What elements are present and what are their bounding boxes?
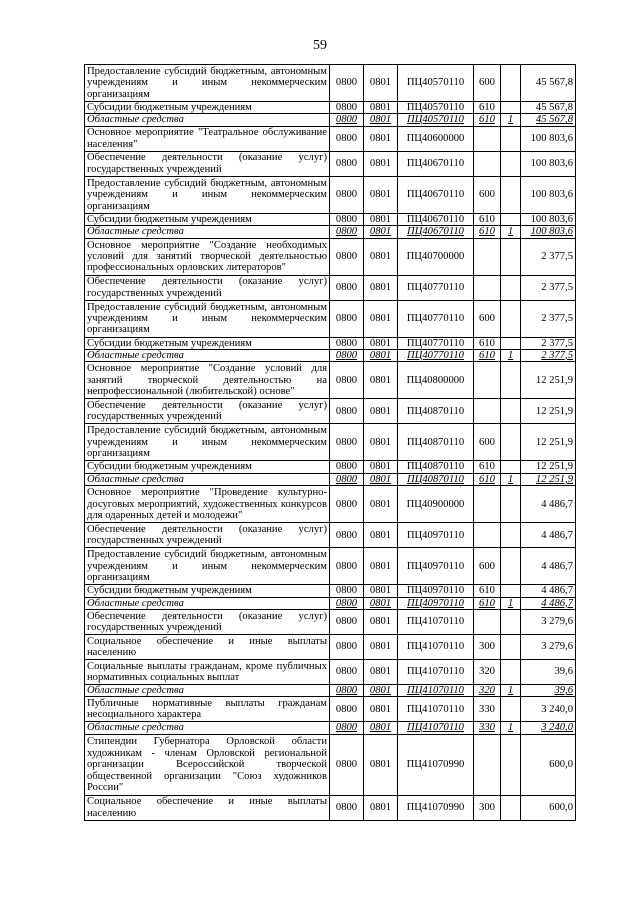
funding-source-code: 1 xyxy=(501,226,521,238)
funding-source-code xyxy=(501,176,521,213)
expense-type-code: 600 xyxy=(474,65,501,102)
amount: 2 377,5 xyxy=(521,337,576,349)
funding-source-code xyxy=(501,795,521,820)
target-article-code: ПЦ40970110 xyxy=(398,597,474,609)
table-row xyxy=(85,151,576,176)
funding-source-code xyxy=(501,660,521,685)
funding-source-code xyxy=(501,610,521,635)
row-description: Основное мероприятие "Создание условий для занятий творческой деятельностью на непрофессиональной (любительской) основе" xyxy=(85,362,330,399)
subsection-code: 0801 xyxy=(364,337,398,349)
section-code: 0800 xyxy=(330,722,364,734)
subsection-code: 0801 xyxy=(364,126,398,151)
target-article-code: ПЦ40970110 xyxy=(398,523,474,548)
table-row xyxy=(85,300,576,337)
row-description: Обеспечение деятельности (оказание услуг) государственных учреждений xyxy=(85,275,330,300)
target-article-code: ПЦ40970110 xyxy=(398,548,474,585)
section-code: 0800 xyxy=(330,610,364,635)
section-code: 0800 xyxy=(330,597,364,609)
subsection-code: 0801 xyxy=(364,300,398,337)
section-code: 0800 xyxy=(330,399,364,424)
table-row xyxy=(85,486,576,523)
amount: 12 251,9 xyxy=(521,424,576,461)
expense-type-code: 330 xyxy=(474,697,501,722)
section-code: 0800 xyxy=(330,486,364,523)
row-description: Областные средства xyxy=(85,350,330,362)
section-code: 0800 xyxy=(330,102,364,114)
section-code: 0800 xyxy=(330,337,364,349)
expense-type-code xyxy=(474,399,501,424)
section-code: 0800 xyxy=(330,275,364,300)
row-description: Предоставление субсидий бюджетным, автономным учреждениям и иным некоммерческим организациям xyxy=(85,176,330,213)
funding-source-code xyxy=(501,65,521,102)
section-code: 0800 xyxy=(330,151,364,176)
expense-type-code: 600 xyxy=(474,424,501,461)
subsection-code: 0801 xyxy=(364,523,398,548)
section-code: 0800 xyxy=(330,795,364,820)
amount: 600,0 xyxy=(521,734,576,795)
row-description: Основное мероприятие "Создание необходимых условий для занятий творческой деятельностью профессиональных орловских литераторов" xyxy=(85,238,330,275)
funding-source-code: 1 xyxy=(501,722,521,734)
row-description: Социальные выплаты гражданам, кроме публичных нормативных социальных выплат xyxy=(85,660,330,685)
expense-type-code: 610 xyxy=(474,585,501,597)
subsection-code: 0801 xyxy=(364,697,398,722)
funding-source-code xyxy=(501,213,521,225)
expense-type-code xyxy=(474,238,501,275)
table-row xyxy=(85,548,576,585)
table-row xyxy=(85,635,576,660)
expense-type-code: 610 xyxy=(474,213,501,225)
row-description: Предоставление субсидий бюджетным, автономным учреждениям и иным некоммерческим организациям xyxy=(85,300,330,337)
amount: 100 803,6 xyxy=(521,226,576,238)
amount: 12 251,9 xyxy=(521,399,576,424)
section-code: 0800 xyxy=(330,114,364,126)
expense-type-code xyxy=(474,523,501,548)
amount: 3 279,6 xyxy=(521,635,576,660)
section-code: 0800 xyxy=(330,226,364,238)
subsection-code: 0801 xyxy=(364,238,398,275)
target-article-code: ПЦ40600000 xyxy=(398,126,474,151)
amount: 2 377,5 xyxy=(521,350,576,362)
section-code: 0800 xyxy=(330,685,364,697)
expense-type-code: 610 xyxy=(474,102,501,114)
table-row xyxy=(85,226,576,238)
row-description: Обеспечение деятельности (оказание услуг) государственных учреждений xyxy=(85,151,330,176)
row-description: Областные средства xyxy=(85,226,330,238)
funding-source-code: 1 xyxy=(501,114,521,126)
subsection-code: 0801 xyxy=(364,685,398,697)
row-description: Областные средства xyxy=(85,597,330,609)
table-row xyxy=(85,473,576,485)
subsection-code: 0801 xyxy=(364,461,398,473)
table-row xyxy=(85,65,576,102)
table-row xyxy=(85,102,576,114)
page-number: 59 xyxy=(313,38,327,53)
row-description: Субсидии бюджетным учреждениям xyxy=(85,213,330,225)
section-code: 0800 xyxy=(330,585,364,597)
subsection-code: 0801 xyxy=(364,660,398,685)
funding-source-code xyxy=(501,548,521,585)
amount: 2 377,5 xyxy=(521,238,576,275)
table-row xyxy=(85,722,576,734)
amount: 100 803,6 xyxy=(521,176,576,213)
row-description: Субсидии бюджетным учреждениям xyxy=(85,461,330,473)
amount: 45 567,8 xyxy=(521,114,576,126)
section-code: 0800 xyxy=(330,238,364,275)
subsection-code: 0801 xyxy=(364,226,398,238)
section-code: 0800 xyxy=(330,362,364,399)
amount: 100 803,6 xyxy=(521,213,576,225)
row-description: Обеспечение деятельности (оказание услуг) государственных учреждений xyxy=(85,523,330,548)
row-description: Областные средства xyxy=(85,473,330,485)
funding-source-code xyxy=(501,523,521,548)
amount: 3 279,6 xyxy=(521,610,576,635)
table-row xyxy=(85,585,576,597)
table-row xyxy=(85,610,576,635)
target-article-code: ПЦ41070110 xyxy=(398,697,474,722)
section-code: 0800 xyxy=(330,697,364,722)
amount: 4 486,7 xyxy=(521,523,576,548)
expense-type-code: 610 xyxy=(474,226,501,238)
row-description: Предоставление субсидий бюджетным, автономным учреждениям и иным некоммерческим организациям xyxy=(85,424,330,461)
target-article-code: ПЦ40570110 xyxy=(398,65,474,102)
amount: 12 251,9 xyxy=(521,461,576,473)
expense-type-code: 610 xyxy=(474,461,501,473)
table-row xyxy=(85,734,576,795)
row-description: Социальное обеспечение и иные выплаты населению xyxy=(85,635,330,660)
funding-source-code: 1 xyxy=(501,685,521,697)
target-article-code: ПЦ40570110 xyxy=(398,102,474,114)
subsection-code: 0801 xyxy=(364,362,398,399)
funding-source-code xyxy=(501,424,521,461)
amount: 45 567,8 xyxy=(521,65,576,102)
table-row xyxy=(85,461,576,473)
funding-source-code xyxy=(501,585,521,597)
expense-type-code xyxy=(474,151,501,176)
expense-type-code: 610 xyxy=(474,350,501,362)
funding-source-code xyxy=(501,102,521,114)
table-row xyxy=(85,114,576,126)
funding-source-code xyxy=(501,275,521,300)
budget-table xyxy=(84,64,576,821)
amount: 2 377,5 xyxy=(521,300,576,337)
target-article-code: ПЦ41070990 xyxy=(398,734,474,795)
target-article-code: ПЦ41070110 xyxy=(398,685,474,697)
target-article-code: ПЦ40670110 xyxy=(398,176,474,213)
section-code: 0800 xyxy=(330,65,364,102)
amount: 12 251,9 xyxy=(521,473,576,485)
subsection-code: 0801 xyxy=(364,722,398,734)
row-description: Публичные нормативные выплаты гражданам несоциального характера xyxy=(85,697,330,722)
target-article-code: ПЦ41070110 xyxy=(398,635,474,660)
table-body xyxy=(85,65,576,821)
target-article-code: ПЦ40570110 xyxy=(398,114,474,126)
expense-type-code: 610 xyxy=(474,597,501,609)
funding-source-code xyxy=(501,151,521,176)
subsection-code: 0801 xyxy=(364,795,398,820)
target-article-code: ПЦ40900000 xyxy=(398,486,474,523)
table-row xyxy=(85,362,576,399)
expense-type-code xyxy=(474,362,501,399)
table-row xyxy=(85,126,576,151)
subsection-code: 0801 xyxy=(364,486,398,523)
target-article-code: ПЦ40670110 xyxy=(398,226,474,238)
funding-source-code xyxy=(501,461,521,473)
section-code: 0800 xyxy=(330,213,364,225)
target-article-code: ПЦ40700000 xyxy=(398,238,474,275)
subsection-code: 0801 xyxy=(364,399,398,424)
row-description: Социальное обеспечение и иные выплаты населению xyxy=(85,795,330,820)
target-article-code: ПЦ41070110 xyxy=(398,610,474,635)
subsection-code: 0801 xyxy=(364,65,398,102)
section-code: 0800 xyxy=(330,473,364,485)
expense-type-code xyxy=(474,126,501,151)
section-code: 0800 xyxy=(330,126,364,151)
table-row xyxy=(85,275,576,300)
section-code: 0800 xyxy=(330,300,364,337)
funding-source-code xyxy=(501,734,521,795)
table-row xyxy=(85,337,576,349)
expense-type-code: 610 xyxy=(474,473,501,485)
table-row xyxy=(85,238,576,275)
amount: 4 486,7 xyxy=(521,597,576,609)
amount: 3 240,0 xyxy=(521,697,576,722)
funding-source-code xyxy=(501,362,521,399)
amount: 3 240,0 xyxy=(521,722,576,734)
funding-source-code: 1 xyxy=(501,350,521,362)
section-code: 0800 xyxy=(330,660,364,685)
target-article-code: ПЦ40770110 xyxy=(398,350,474,362)
amount: 4 486,7 xyxy=(521,585,576,597)
subsection-code: 0801 xyxy=(364,473,398,485)
amount: 45 567,8 xyxy=(521,102,576,114)
amount: 2 377,5 xyxy=(521,275,576,300)
subsection-code: 0801 xyxy=(364,350,398,362)
target-article-code: ПЦ40670110 xyxy=(398,151,474,176)
funding-source-code xyxy=(501,300,521,337)
expense-type-code: 610 xyxy=(474,114,501,126)
row-description: Субсидии бюджетным учреждениям xyxy=(85,585,330,597)
row-description: Предоставление субсидий бюджетным, автономным учреждениям и иным некоммерческим организациям xyxy=(85,548,330,585)
subsection-code: 0801 xyxy=(364,734,398,795)
row-description: Основное мероприятие "Проведение культурно-досуговых мероприятий, художественных конкурсов для одаренных детей и молодежи" xyxy=(85,486,330,523)
table-row xyxy=(85,597,576,609)
funding-source-code xyxy=(501,126,521,151)
target-article-code: ПЦ41070990 xyxy=(398,795,474,820)
subsection-code: 0801 xyxy=(364,585,398,597)
expense-type-code: 320 xyxy=(474,685,501,697)
expense-type-code: 300 xyxy=(474,795,501,820)
table-row xyxy=(85,176,576,213)
subsection-code: 0801 xyxy=(364,424,398,461)
subsection-code: 0801 xyxy=(364,548,398,585)
amount: 4 486,7 xyxy=(521,486,576,523)
expense-type-code: 330 xyxy=(474,722,501,734)
target-article-code: ПЦ40770110 xyxy=(398,337,474,349)
table-row xyxy=(85,424,576,461)
row-description: Субсидии бюджетным учреждениям xyxy=(85,337,330,349)
row-description: Предоставление субсидий бюджетным, автономным учреждениям и иным некоммерческим организациям xyxy=(85,65,330,102)
section-code: 0800 xyxy=(330,635,364,660)
funding-source-code: 1 xyxy=(501,597,521,609)
target-article-code: ПЦ40870110 xyxy=(398,473,474,485)
target-article-code: ПЦ40870110 xyxy=(398,399,474,424)
row-description: Основное мероприятие "Театральное обслуживание населения" xyxy=(85,126,330,151)
row-description: Областные средства xyxy=(85,114,330,126)
amount: 39,6 xyxy=(521,660,576,685)
target-article-code: ПЦ40870110 xyxy=(398,461,474,473)
subsection-code: 0801 xyxy=(364,275,398,300)
section-code: 0800 xyxy=(330,734,364,795)
expense-type-code xyxy=(474,610,501,635)
table-row xyxy=(85,660,576,685)
subsection-code: 0801 xyxy=(364,114,398,126)
section-code: 0800 xyxy=(330,424,364,461)
target-article-code: ПЦ40870110 xyxy=(398,424,474,461)
funding-source-code xyxy=(501,238,521,275)
row-description: Областные средства xyxy=(85,685,330,697)
funding-source-code xyxy=(501,697,521,722)
row-description: Областные средства xyxy=(85,722,330,734)
amount: 600,0 xyxy=(521,795,576,820)
funding-source-code xyxy=(501,399,521,424)
section-code: 0800 xyxy=(330,548,364,585)
row-description: Обеспечение деятельности (оказание услуг) государственных учреждений xyxy=(85,399,330,424)
row-description: Субсидии бюджетным учреждениям xyxy=(85,102,330,114)
section-code: 0800 xyxy=(330,523,364,548)
funding-source-code xyxy=(501,337,521,349)
amount: 100 803,6 xyxy=(521,126,576,151)
expense-type-code: 600 xyxy=(474,300,501,337)
amount: 4 486,7 xyxy=(521,548,576,585)
target-article-code: ПЦ40770110 xyxy=(398,275,474,300)
expense-type-code xyxy=(474,275,501,300)
expense-type-code: 320 xyxy=(474,660,501,685)
subsection-code: 0801 xyxy=(364,635,398,660)
amount: 39,6 xyxy=(521,685,576,697)
table-row xyxy=(85,697,576,722)
target-article-code: ПЦ40670110 xyxy=(398,213,474,225)
funding-source-code xyxy=(501,486,521,523)
section-code: 0800 xyxy=(330,350,364,362)
table-row xyxy=(85,213,576,225)
table-row xyxy=(85,685,576,697)
row-description: Обеспечение деятельности (оказание услуг) государственных учреждений xyxy=(85,610,330,635)
subsection-code: 0801 xyxy=(364,176,398,213)
expense-type-code: 300 xyxy=(474,635,501,660)
subsection-code: 0801 xyxy=(364,102,398,114)
expense-type-code: 600 xyxy=(474,548,501,585)
target-article-code: ПЦ40770110 xyxy=(398,300,474,337)
section-code: 0800 xyxy=(330,461,364,473)
subsection-code: 0801 xyxy=(364,213,398,225)
funding-source-code: 1 xyxy=(501,473,521,485)
subsection-code: 0801 xyxy=(364,597,398,609)
target-article-code: ПЦ40800000 xyxy=(398,362,474,399)
target-article-code: ПЦ41070110 xyxy=(398,722,474,734)
amount: 100 803,6 xyxy=(521,151,576,176)
expense-type-code xyxy=(474,734,501,795)
table-row xyxy=(85,523,576,548)
target-article-code: ПЦ40970110 xyxy=(398,585,474,597)
row-description: Стипендии Губернатора Орловской области художникам - членам Орловской региональной организации Всероссийской творческой общественной организации "Союз художников России" xyxy=(85,734,330,795)
subsection-code: 0801 xyxy=(364,610,398,635)
section-code: 0800 xyxy=(330,176,364,213)
subsection-code: 0801 xyxy=(364,151,398,176)
funding-source-code xyxy=(501,635,521,660)
table-row xyxy=(85,795,576,820)
expense-type-code xyxy=(474,486,501,523)
table-row xyxy=(85,399,576,424)
expense-type-code: 610 xyxy=(474,337,501,349)
amount: 12 251,9 xyxy=(521,362,576,399)
table-row xyxy=(85,350,576,362)
target-article-code: ПЦ41070110 xyxy=(398,660,474,685)
expense-type-code: 600 xyxy=(474,176,501,213)
